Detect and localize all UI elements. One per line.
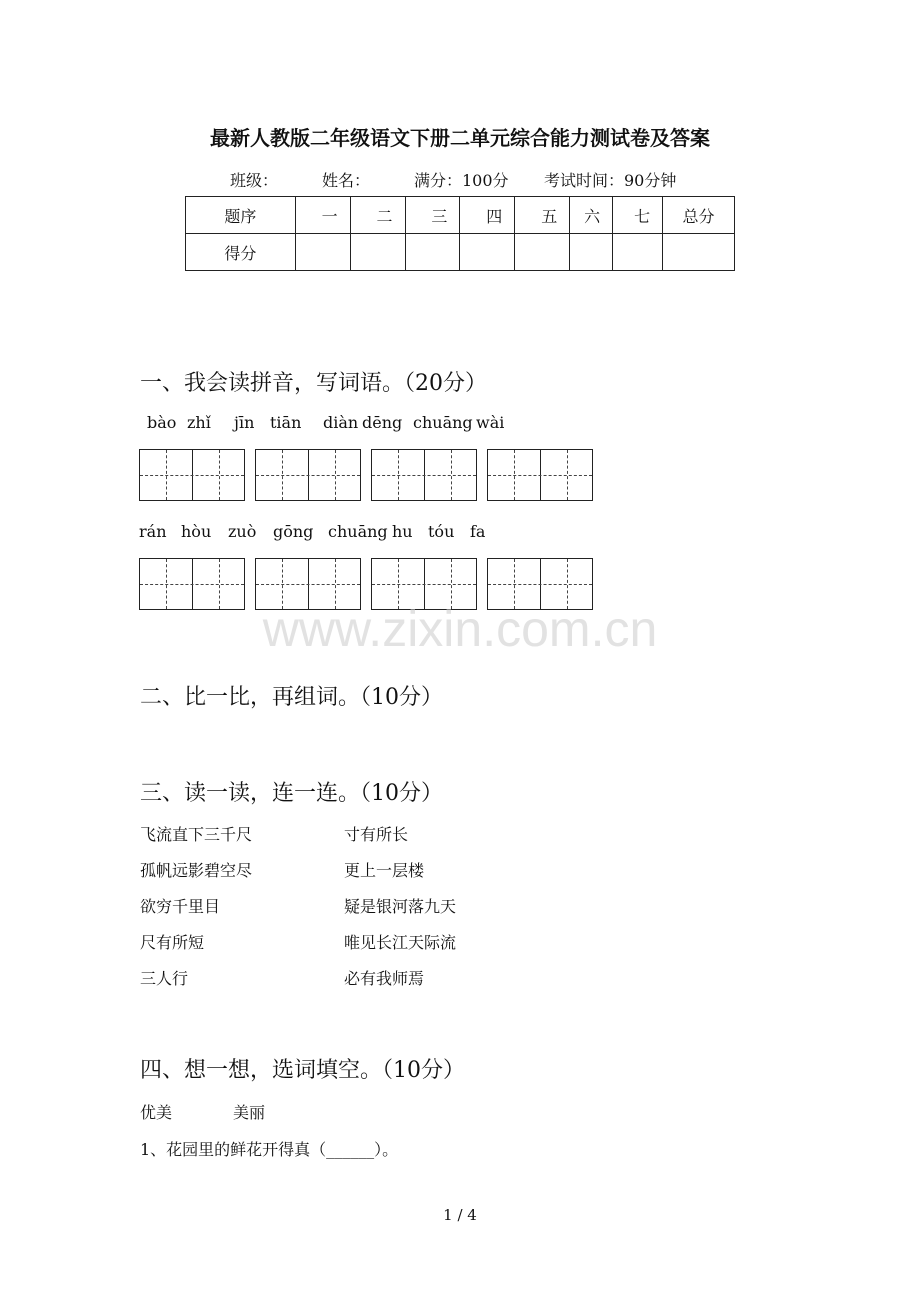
page-title: 最新人教版二年级语文下册二单元综合能力测试卷及答案 [210,126,710,150]
poem-line-right[interactable]: 寸有所长 [344,825,409,844]
table-cell: 六 [570,197,613,234]
fill-blank-question-1[interactable]: 1、花园里的鲜花开得真（______）。 [140,1140,399,1159]
writing-grid[interactable] [255,449,361,501]
full-score-label: 满分：100分 [414,171,509,190]
pinyin: hòu [181,522,212,541]
pinyin: hu [392,522,413,541]
poem-line-right[interactable]: 必有我师焉 [344,969,425,988]
pinyin: bào [147,413,177,432]
writing-grid[interactable] [371,449,477,501]
class-label: 班级： [230,171,279,190]
table-cell: 题序 [186,197,296,234]
word-choice: 美丽 [233,1103,266,1122]
table-cell: 一 [295,197,350,234]
poem-line-left[interactable]: 孤帆远影碧空尽 [140,861,253,880]
pinyin: wài [476,413,505,432]
pinyin: tóu [428,522,455,541]
section-2-heading: 二、比一比，再组词。（10分） [140,685,443,710]
word-choice: 优美 [140,1103,173,1122]
table-cell: 四 [460,197,515,234]
pinyin: diàn [323,413,359,432]
pinyin: chuāng [328,522,388,541]
pinyin: zuò [228,522,257,541]
pinyin: rán [139,522,167,541]
table-cell: 五 [515,197,570,234]
table-cell: 得分 [186,234,296,271]
pinyin: chuāng [413,413,473,432]
score-cell[interactable] [663,234,735,271]
table-cell: 七 [613,197,663,234]
table-cell: 三 [405,197,460,234]
page-number: 1 / 4 [443,1206,477,1224]
poem-line-left[interactable]: 三人行 [140,969,189,988]
score-cell[interactable] [570,234,613,271]
writing-grid[interactable] [139,449,245,501]
score-cell[interactable] [613,234,663,271]
table-cell: 总分 [663,197,735,234]
name-label: 姓名： [322,171,371,190]
poem-line-right[interactable]: 唯见长江天际流 [344,933,457,952]
pinyin: fa [470,522,486,541]
poem-line-left[interactable]: 欲穷千里目 [140,897,221,916]
pinyin: gōng [273,522,314,541]
score-cell[interactable] [295,234,350,271]
section-1-heading: 一、我会读拼音，写词语。（20分） [140,371,487,396]
table-cell: 二 [350,197,405,234]
poem-line-left[interactable]: 尺有所短 [140,933,205,952]
pinyin: dēng [362,413,403,432]
score-cell[interactable] [405,234,460,271]
score-cell[interactable] [350,234,405,271]
score-table [185,196,735,271]
score-cell[interactable] [460,234,515,271]
score-cell[interactable] [515,234,570,271]
writing-grid[interactable] [487,449,593,501]
section-3-heading: 三、读一读，连一连。（10分） [140,781,443,806]
pinyin: jīn [234,413,255,432]
score-table-header-row [186,197,735,234]
poem-line-right[interactable]: 疑是银河落九天 [344,897,457,916]
pinyin: zhǐ [187,413,211,432]
watermark: www.zixin.com.cn [262,601,658,657]
exam-time-label: 考试时间：90分钟 [544,171,677,190]
poem-line-right[interactable]: 更上一层楼 [344,861,425,880]
pinyin: tiān [270,413,302,432]
section-4-heading: 四、想一想，选词填空。（10分） [140,1058,465,1083]
poem-line-left[interactable]: 飞流直下三千尺 [140,825,253,844]
score-table-score-row [186,234,735,271]
